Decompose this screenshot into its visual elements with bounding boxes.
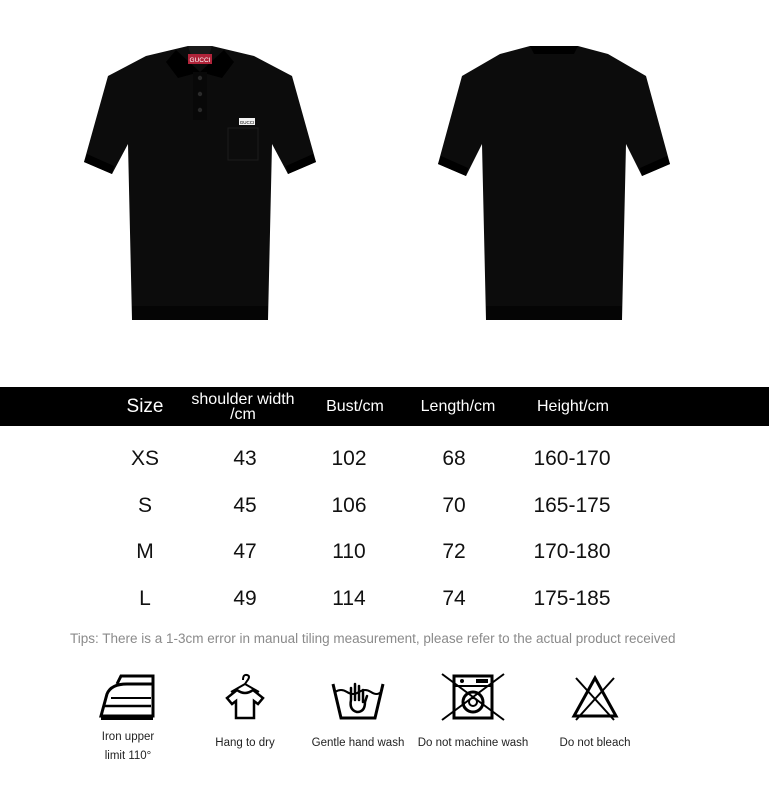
brand-label: GUCCI <box>189 57 211 64</box>
header-shoulder-width <box>180 387 306 426</box>
polo-shirt-back-image <box>434 40 674 330</box>
iron-icon <box>97 672 159 722</box>
header-height: Height/cm <box>536 397 610 415</box>
length-cell: 74 <box>442 586 466 610</box>
no-bleach-icon <box>570 672 620 722</box>
length-cell: 70 <box>442 493 466 517</box>
bust-cell: 106 <box>331 493 367 517</box>
table-row <box>0 483 769 530</box>
height-cell: 170-180 <box>533 540 611 563</box>
measurement-tips: Tips: There is a 1-3cm error in manual tiling measurement, please refer to the actual product received <box>70 631 676 646</box>
no-bleach-label: Do not bleach <box>559 737 631 749</box>
care-iron <box>68 672 188 766</box>
iron-label-line2: limit 110° <box>104 750 152 762</box>
no-machine-wash-icon <box>438 672 508 722</box>
shoulder-cell: 47 <box>233 540 257 563</box>
hand-wash-label: Gentle hand wash <box>311 737 405 749</box>
size-table-header <box>0 387 769 426</box>
bust-cell: 114 <box>332 586 366 610</box>
table-row <box>0 436 769 483</box>
size-table-body <box>0 436 769 622</box>
hang-label: Hang to dry <box>215 737 275 749</box>
product-images <box>0 0 769 385</box>
size-cell: XS <box>130 447 159 470</box>
length-cell: 72 <box>442 540 466 563</box>
length-cell: 68 <box>442 447 466 470</box>
polo-shirt-front-image <box>80 40 320 330</box>
height-cell: 175-185 <box>533 586 611 610</box>
header-shoulder-line2: /cm <box>230 405 256 423</box>
no-machine-wash-label: Do not machine wash <box>417 737 529 749</box>
hanger-shirt-icon <box>223 672 267 722</box>
table-row <box>0 576 769 623</box>
bust-cell: 102 <box>331 447 367 470</box>
care-hang-dry <box>185 672 305 753</box>
height-cell: 160-170 <box>533 447 611 470</box>
shoulder-cell: 49 <box>233 586 257 610</box>
size-cell: L <box>139 586 151 610</box>
care-no-bleach <box>535 672 655 753</box>
header-length: Length/cm <box>420 397 496 415</box>
header-shoulder-line1: shoulder width <box>191 390 295 408</box>
bust-cell: 110 <box>332 540 366 563</box>
care-no-machine-wash <box>413 672 533 753</box>
header-size: Size <box>126 395 164 417</box>
size-cell: S <box>137 493 152 517</box>
height-cell: 165-175 <box>533 493 611 517</box>
iron-label-line1: Iron upper <box>101 731 155 743</box>
size-cell: M <box>136 540 154 563</box>
chest-label: GUCCI <box>239 120 255 125</box>
table-row <box>0 529 769 576</box>
shoulder-cell: 45 <box>233 493 257 517</box>
shoulder-cell: 43 <box>233 447 257 470</box>
header-bust: Bust/cm <box>326 397 384 415</box>
hand-wash-icon <box>329 672 387 722</box>
care-hand-wash <box>298 672 418 753</box>
